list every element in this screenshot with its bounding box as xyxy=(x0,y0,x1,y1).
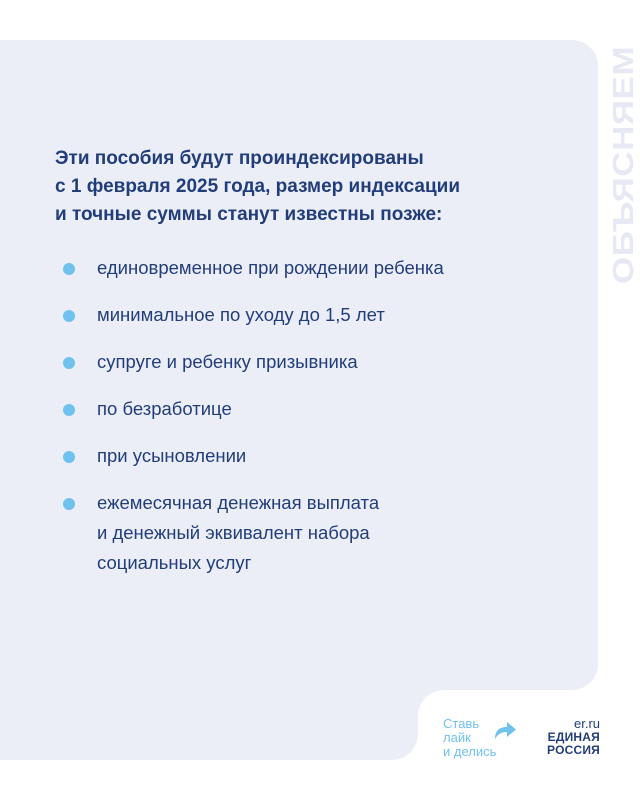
list-item-text: и денежный эквивалент набора xyxy=(97,522,370,543)
brand-name-line: ЕДИНАЯ xyxy=(547,730,600,744)
headline-line: и точные суммы станут известны позже: xyxy=(55,204,443,225)
list-item-text: по безработице xyxy=(97,398,232,419)
brand-logo xyxy=(536,717,600,757)
list-item-text: супруге и ребенку призывника xyxy=(97,351,358,372)
list-item-text: социальных услуг xyxy=(97,552,252,573)
list-item-text: ежемесячная денежная выплата xyxy=(97,492,380,513)
list-item xyxy=(63,347,563,377)
share-cta-line: и делись xyxy=(443,744,497,759)
list-item xyxy=(63,300,563,330)
share-cta[interactable] xyxy=(443,717,496,759)
side-tag xyxy=(602,38,640,288)
headline-line: Эти пособия будут проиндексированы xyxy=(55,148,424,169)
bullet-icon xyxy=(63,451,75,463)
side-tag-text: ОБЪЯСНЯЕМ xyxy=(608,90,640,284)
bullet-icon xyxy=(63,263,75,275)
headline-line: с 1 февраля 2025 года, размер индексации xyxy=(55,176,461,197)
content-card-footer-area xyxy=(0,660,418,760)
headline xyxy=(55,145,535,229)
footer xyxy=(443,717,613,765)
bullet-icon xyxy=(63,404,75,416)
list-item-text: минимальное по уходу до 1,5 лет xyxy=(97,304,385,325)
site-url: er.ru xyxy=(573,716,600,731)
bullet-icon xyxy=(63,357,75,369)
brand-name-line: РОССИЯ xyxy=(547,743,600,757)
list-item-text: при усыновлении xyxy=(97,445,247,466)
list-item xyxy=(63,488,563,578)
share-arrow-icon[interactable] xyxy=(493,720,517,740)
side-tag-graphic xyxy=(602,38,640,288)
share-cta-line: Ставь xyxy=(443,716,480,731)
share-cta-line: лайк xyxy=(443,730,471,745)
bullet-icon xyxy=(63,310,75,322)
bullet-icon xyxy=(63,498,75,510)
list-item-text: единовременное при рождении ребенка xyxy=(97,257,444,278)
list-item xyxy=(63,441,563,471)
list-item xyxy=(63,394,563,424)
list-item xyxy=(63,253,563,283)
benefits-list xyxy=(63,253,563,595)
